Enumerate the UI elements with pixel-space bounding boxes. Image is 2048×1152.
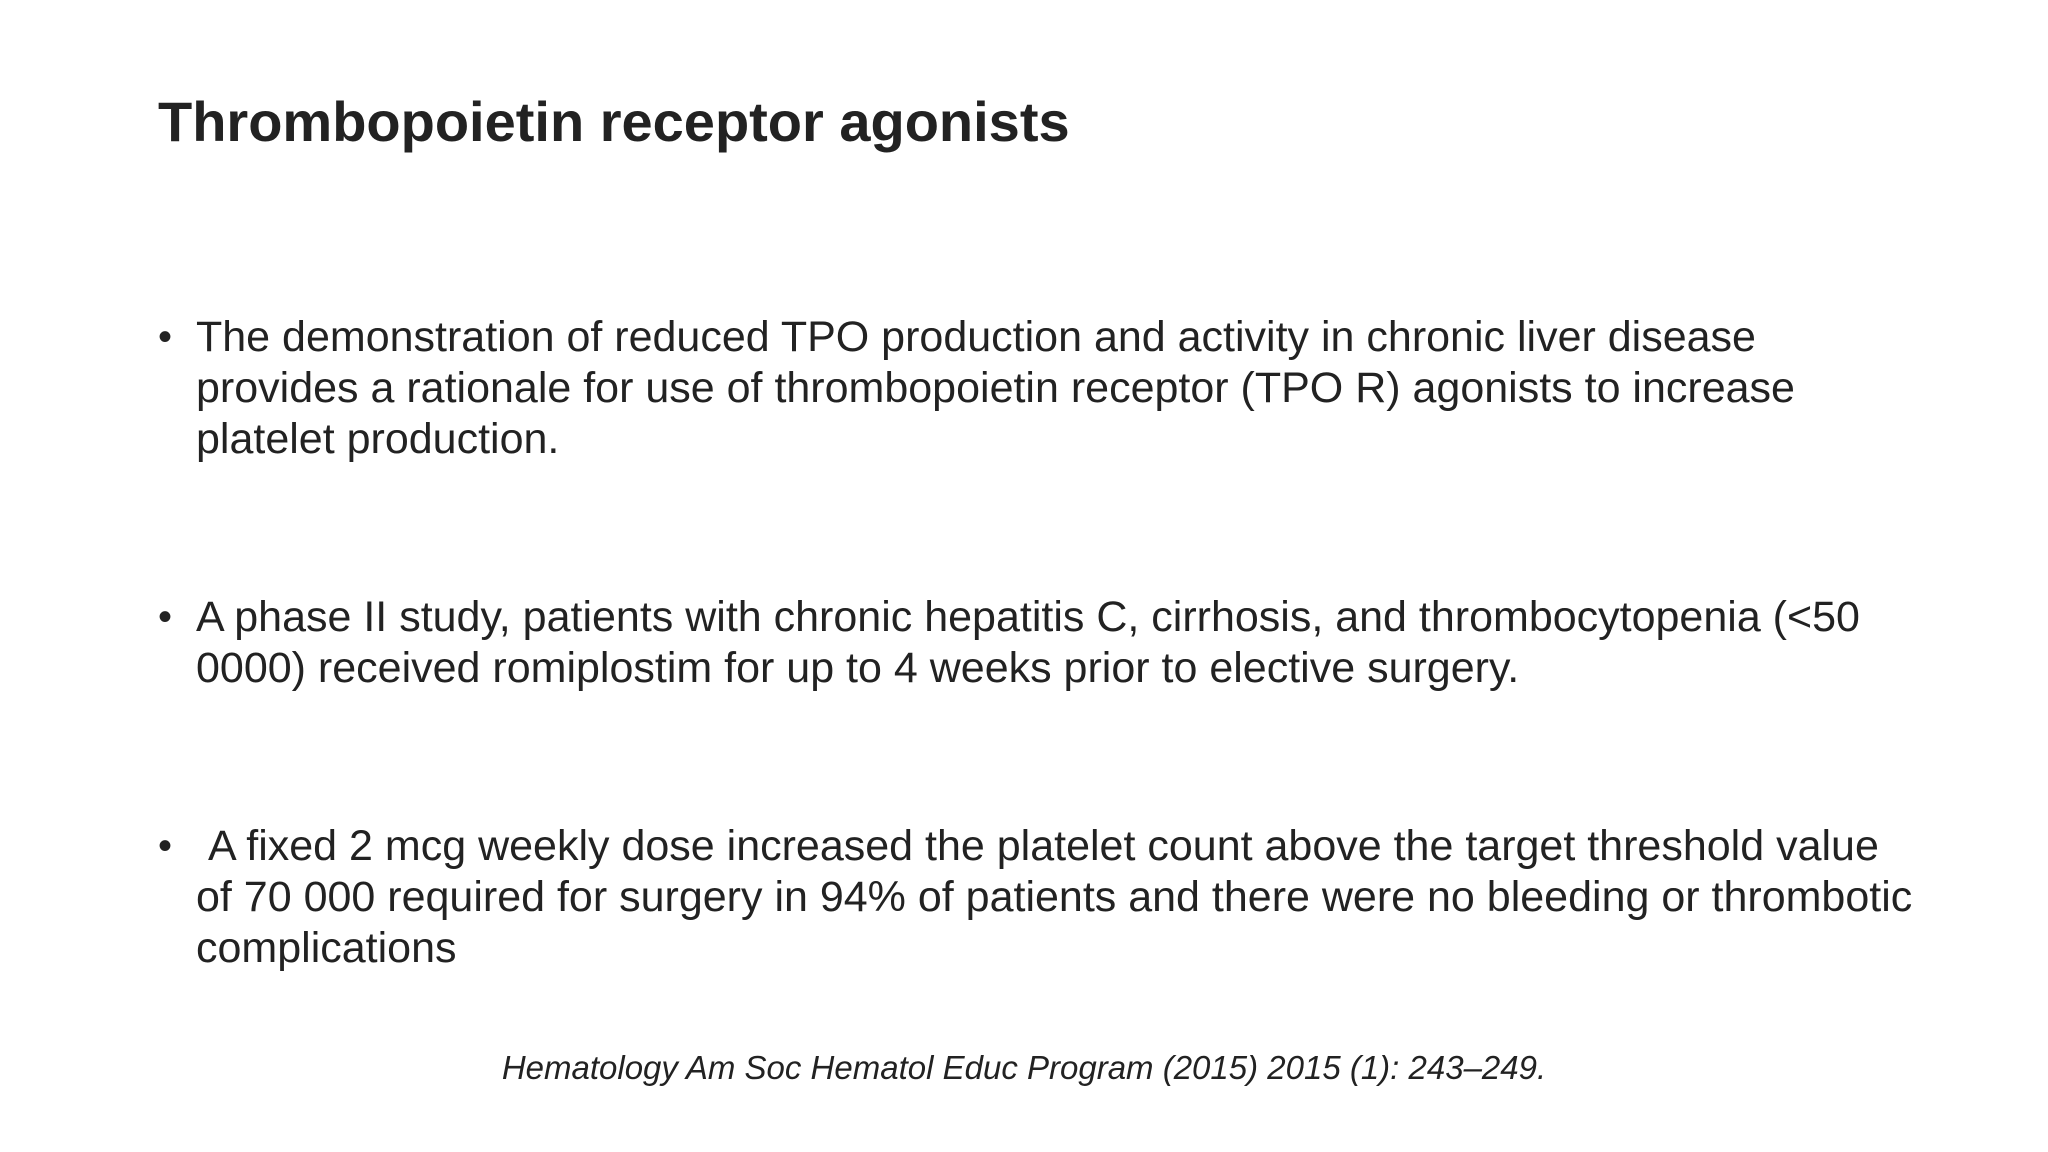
- bullet-item-phase-ii-study: [158, 592, 1918, 694]
- bullet-list: [158, 312, 1918, 974]
- bullet-text: A fixed 2 mcg weekly dose increased the platelet count above the target threshold value of 70 000 required for surgery in 94% of patients and there were no bleeding or thrombotic complications: [196, 822, 1913, 972]
- bullet-icon: •: [158, 315, 173, 359]
- bullet-item-tpo-rationale: [158, 312, 1918, 465]
- bullet-icon: •: [158, 595, 173, 639]
- citation: Hematology Am Soc Hematol Educ Program (2015) 2015 (1): 243–249.: [501, 1049, 1547, 1086]
- bullet-item-dose-outcome: [158, 821, 1918, 974]
- bullet-text: The demonstration of reduced TPO production and activity in chronic liver disease provides a rationale for use of thrombopoietin receptor (TPO R) agonists to increase platelet production.: [196, 313, 1795, 463]
- bullet-icon: •: [158, 824, 173, 868]
- slide-title: Thrombopoietin receptor agonists: [158, 90, 1070, 153]
- bullet-text: A phase II study, patients with chronic hepatitis C, cirrhosis, and thrombocytopenia (<50 0000) received romiplostim for up to 4 weeks prior to elective surgery.: [196, 593, 1860, 692]
